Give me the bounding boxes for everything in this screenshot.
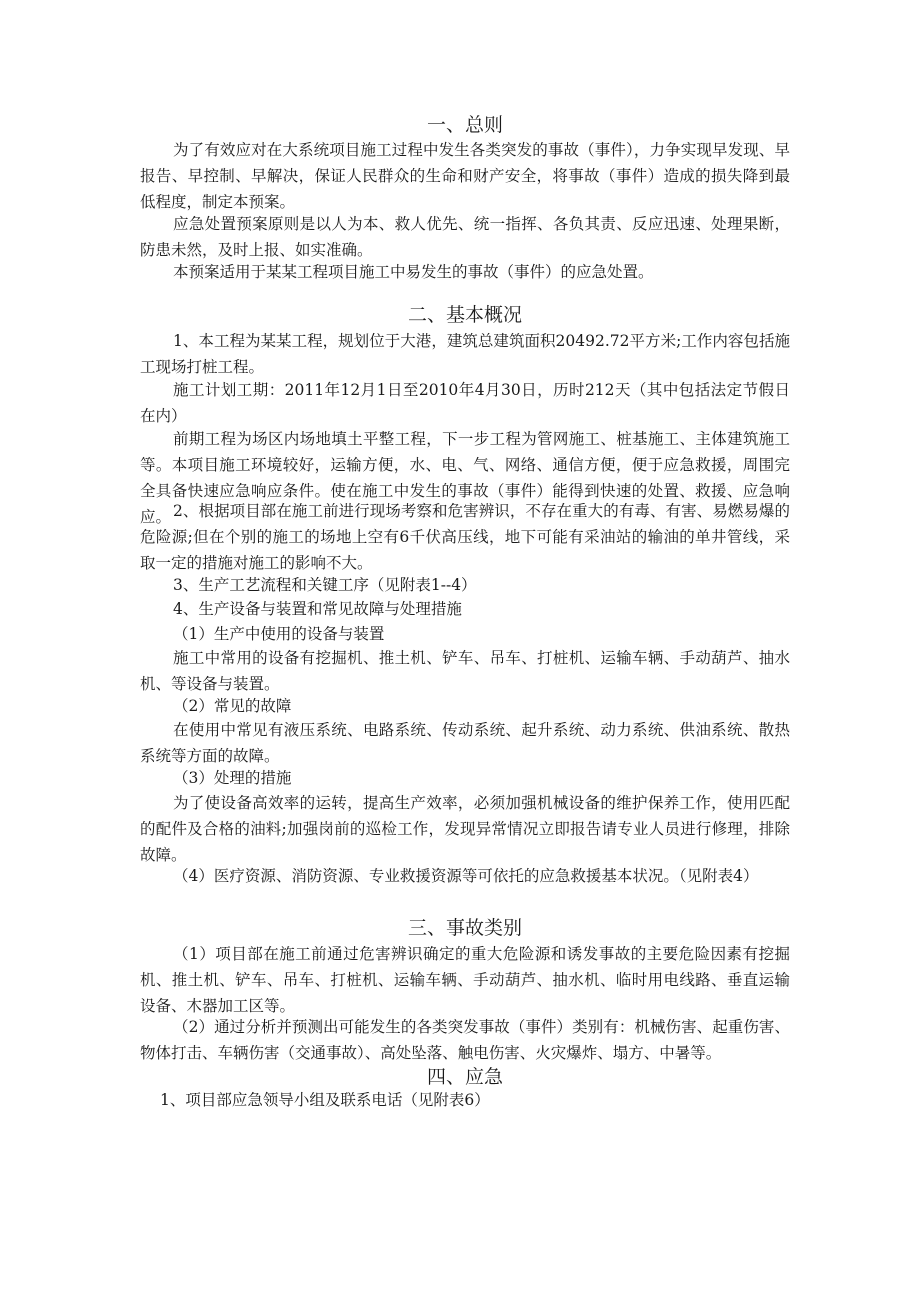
subitem-emergency-resources: （4）医疗资源、消防资源、专业救援资源等可依托的应急救援基本状况。（见附表4） (173, 867, 759, 885)
section-title-overview: 二、基本概况 (407, 304, 522, 326)
paragraph-fault-list: 在使用中常见有液压系统、电路系统、传动系统、起升系统、动力系统、供油系统、散热系统等方面的故障。 (140, 721, 790, 765)
paragraph-scope: 本预案适用于某某工程项目施工中易发生的事故（事件）的应急处置。 (173, 263, 654, 281)
subitem-equipment-used: （1）生产中使用的设备与装置 (173, 625, 385, 643)
paragraph-major-hazards: （1）项目部在施工前通过危害辨识确定的重大危险源和诱发事故的主要危险因素有挖掘机、推土机、铲车、吊车、打桩机、运输车辆、手动葫芦、抽水机、临时用电线路、垂直运输设备、木器加工区等。 (140, 945, 790, 1015)
section-title-emergency: 四、应急 (426, 1066, 503, 1088)
paragraph-preliminary-works: 前期工程为场区内场地填土平整工程，下一步工程为管网施工、桩基施工、主体建筑施工等。本项目施工环境较好，运输方便，水、电、气、网络、通信方便，便于应急救援，周围完全具备快速应急响应条件。使在施工中发生的事故（事件）能得到快速的处置、救援、应急响应。 (140, 430, 790, 526)
paragraph-maintenance-measures: 为了使设备高效率的运转，提高生产效率，必须加强机械设备的维护保养工作，使用匹配的配件及合格的油料;加强岗前的巡检工作，发现异常情况立即报告请专业人员进行修理，排除故障。 (140, 794, 790, 864)
paragraph-project-info: 1、本工程为某某工程，规划位于大港，建筑总建筑面积20492.72平方米;工作内容包括施工现场打桩工程。 (140, 332, 790, 376)
section-title-accident-types: 三、事故类别 (407, 917, 522, 939)
paragraph-equipment-list: 施工中常用的设备有挖掘机、推土机、铲车、吊车、打桩机、运输车辆、手动葫芦、抽水机、等设备与装置。 (140, 649, 790, 693)
item-equipment-faults: 4、生产设备与装置和常见故障与处理措施 (173, 600, 462, 618)
paragraph-principles: 应急处置预案原则是以人为本、救人优先、统一指挥、各负其责、反应迅速、处理果断，防患未然，及时上报、如实准确。 (140, 215, 790, 259)
paragraph-hazard-identification: 2、根据项目部在施工前进行现场考察和危害辨识，不存在重大的有毒、有害、易燃易爆的危险源;但在个别的施工的场地上空有6千伏高压线，地下可能有采油站的输油的单井管线，采取一定的措施对施工的影响不大。 (140, 502, 790, 572)
paragraph-accident-categories: （2）通过分析并预测出可能发生的各类突发事故（事件）类别有：机械伤害、起重伤害、物体打击、车辆伤害（交通事故）、高处坠落、触电伤害、火灾爆炸、塌方、中暑等。 (140, 1018, 790, 1062)
paragraph-schedule: 施工计划工期：2011年12月1日至2010年4月30日，历时212天（其中包括法定节假日在内） (140, 381, 790, 425)
subitem-measures: （3）处理的措施 (173, 769, 292, 787)
item-leadership-group: 1、项目部应急领导小组及联系电话（见附表6） (160, 1091, 490, 1109)
item-process-flow: 3、生产工艺流程和关键工序（见附表1--4） (173, 576, 477, 594)
subitem-common-faults: （2）常见的故障 (173, 697, 292, 715)
paragraph-purpose: 为了有效应对在大系统项目施工过程中发生各类突发的事故（事件），力争实现早发现、早报告、早控制、早解决，保证人民群众的生命和财产安全，将事故（事件）造成的损失降到最低程度，制定本预案。 (140, 141, 790, 211)
section-title-general: 一、总则 (426, 114, 503, 136)
